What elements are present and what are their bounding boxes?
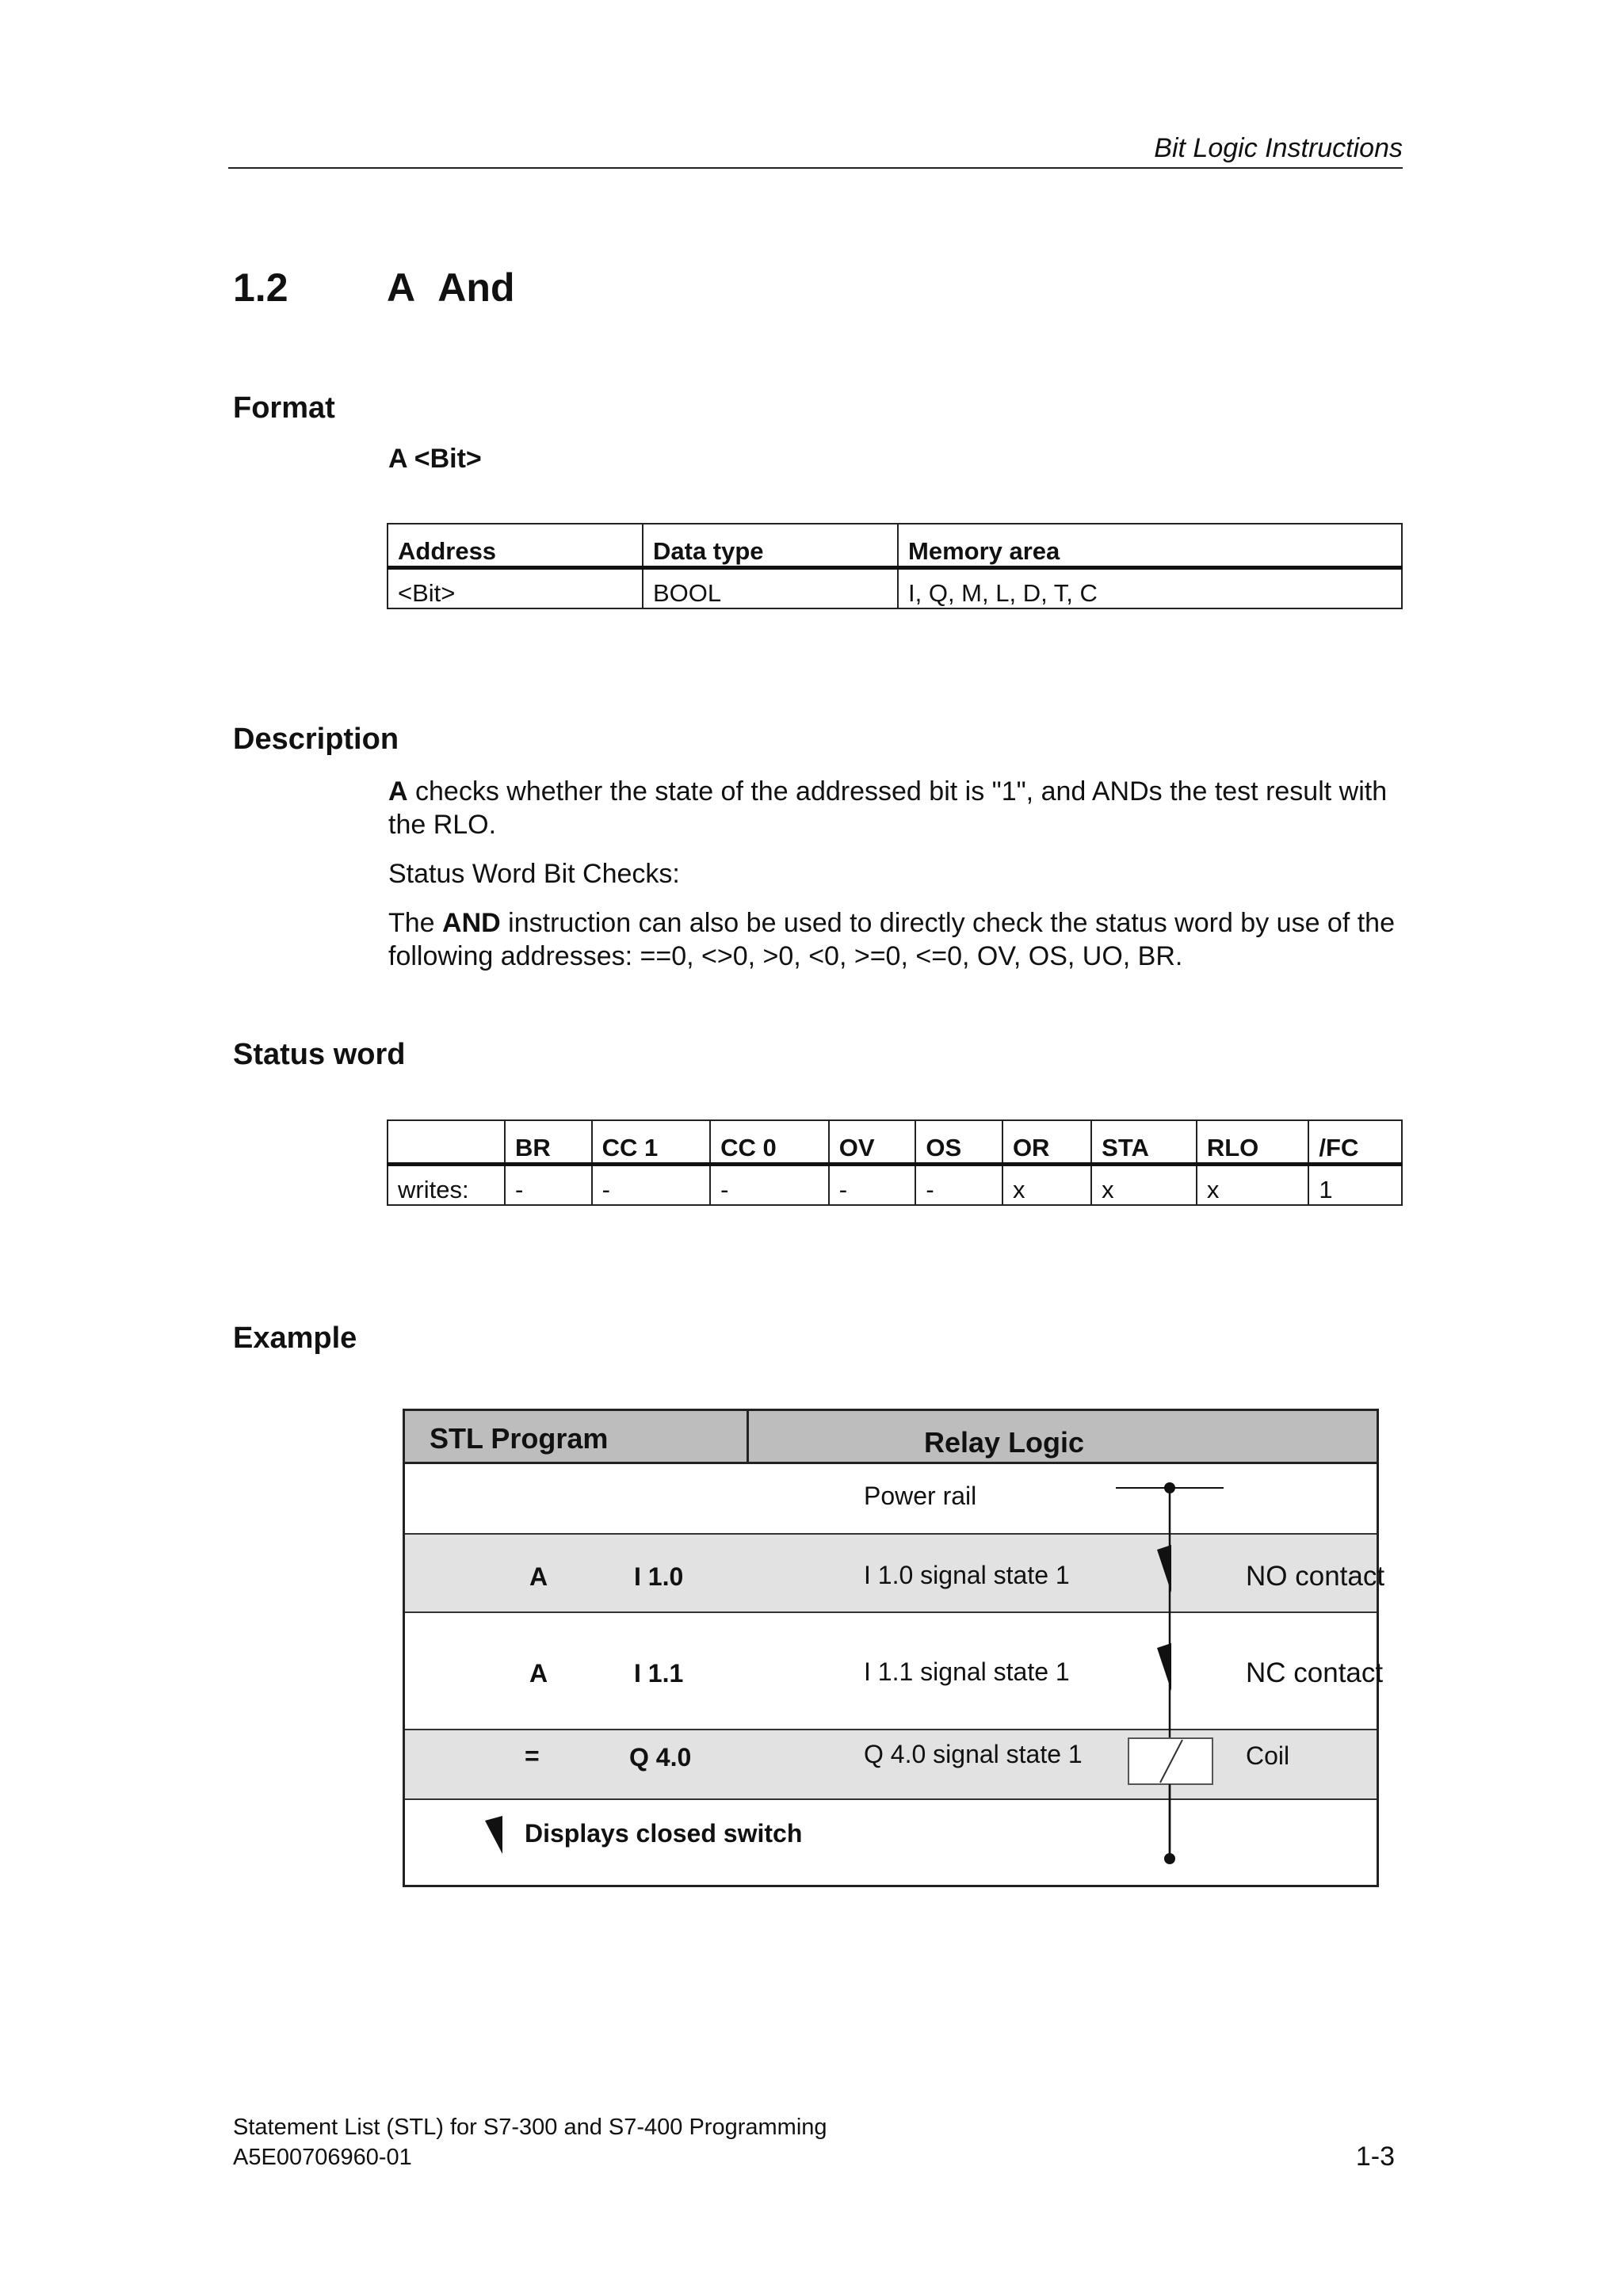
table-cell: -: [915, 1165, 1002, 1206]
table-cell: x: [1091, 1165, 1197, 1206]
instruction-name: AND: [442, 908, 501, 938]
signal-state-text: Q 4.0 signal state 1: [864, 1740, 1083, 1768]
table-cell: BOOL: [643, 568, 898, 609]
paragraph-text: The: [388, 908, 443, 938]
paragraph-text: instruction can also be used to directly check the status word by use of the following addresses: ==0, <>0, >0, <0, >=0, <=0, OV, OS, UO, BR.: [388, 908, 1395, 971]
element-label: NC contact: [1246, 1657, 1384, 1688]
ladder-end-node: [1164, 1853, 1175, 1864]
stl-operand: I 1.1: [634, 1659, 684, 1688]
table-cell: -: [829, 1165, 916, 1206]
signal-state-text: I 1.1 signal state 1: [864, 1657, 1070, 1686]
format-syntax: A <Bit>: [388, 444, 482, 474]
example-heading: Example: [233, 1322, 357, 1355]
status-word-heading: Status word: [233, 1038, 406, 1071]
table-header-cell: STA: [1091, 1120, 1197, 1165]
description-heading: Description: [233, 723, 399, 756]
table-header-cell: OS: [915, 1120, 1002, 1165]
table-cell: <Bit>: [388, 568, 643, 609]
closed-switch-legend-icon: [485, 1816, 502, 1854]
table-cell: writes:: [388, 1165, 505, 1206]
table-cell: I, Q, M, L, D, T, C: [898, 568, 1402, 609]
table-cell: -: [592, 1165, 711, 1206]
element-label: Coil: [1246, 1741, 1290, 1770]
table-header-cell: Data type: [643, 524, 898, 568]
description-paragraph-2: Status Word Bit Checks:: [388, 859, 680, 889]
section-title: A And: [387, 265, 515, 310]
stl-program-title: STL Program: [430, 1422, 609, 1455]
stl-operation: A: [529, 1562, 548, 1591]
closed-switch-legend: Displays closed switch: [525, 1819, 803, 1848]
page-number: 1-3: [1355, 2142, 1395, 2172]
power-rail-label: Power rail: [864, 1482, 977, 1510]
element-label: NO contact: [1246, 1561, 1385, 1592]
format-heading: Format: [233, 391, 335, 425]
table-header-cell: Memory area: [898, 524, 1402, 568]
paragraph-text: checks whether the state of the addressed bit is "1", and ANDs the test result with the RLO.: [388, 776, 1388, 840]
stl-operation: =: [525, 1741, 540, 1770]
stl-operand: Q 4.0: [629, 1743, 692, 1772]
relay-logic-title: Relay Logic: [924, 1426, 1085, 1459]
table-cell: 1: [1308, 1165, 1402, 1206]
table-header-cell: /FC: [1308, 1120, 1402, 1165]
table-header-cell: OR: [1002, 1120, 1091, 1165]
section-number: 1.2: [233, 265, 288, 310]
table-header-cell: OV: [829, 1120, 916, 1165]
table-header-cell: Address: [388, 524, 643, 568]
table-header-cell: RLO: [1197, 1120, 1309, 1165]
nc-contact-symbol: [1157, 1643, 1171, 1691]
running-header: Bit Logic Instructions: [1154, 133, 1403, 163]
no-contact-symbol: [1157, 1545, 1171, 1592]
table-cell: x: [1002, 1165, 1091, 1206]
table-header-cell: CC 1: [592, 1120, 711, 1165]
table-cell: -: [505, 1165, 592, 1206]
footer-document-number: A5E00706960-01: [233, 2145, 412, 2170]
footer-document-title: Statement List (STL) for S7-300 and S7-400 Programming: [233, 2115, 827, 2140]
signal-state-text: I 1.0 signal state 1: [864, 1561, 1070, 1589]
table-header-cell: CC 0: [710, 1120, 829, 1165]
instruction-mnemonic: A: [388, 776, 408, 807]
table-cell: -: [710, 1165, 829, 1206]
stl-operation: A: [529, 1659, 548, 1688]
stl-operand: I 1.0: [634, 1562, 684, 1591]
table-header-cell: BR: [505, 1120, 592, 1165]
table-cell: x: [1197, 1165, 1309, 1206]
